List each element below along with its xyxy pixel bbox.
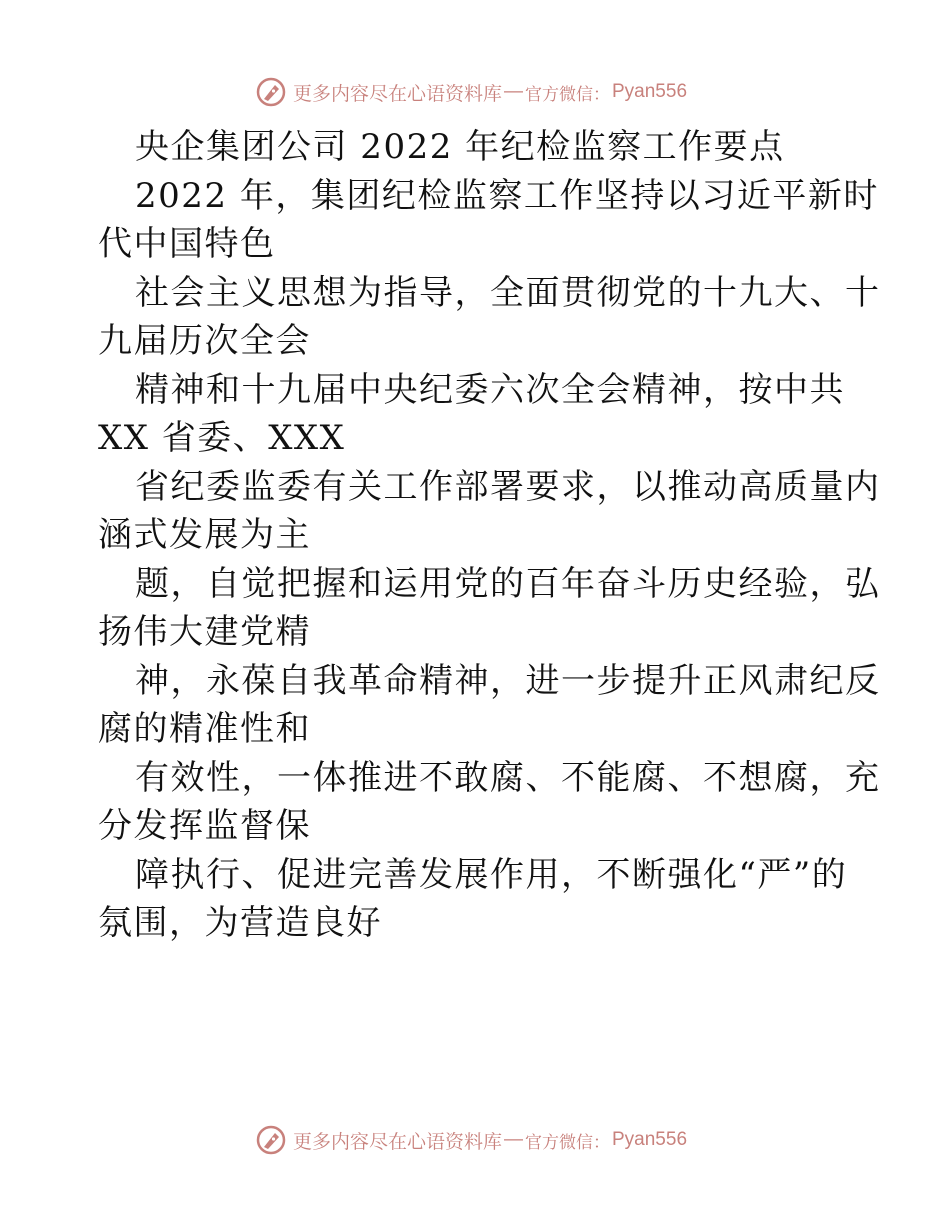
- watermark-wechat-label: 官方微信：: [525, 84, 610, 105]
- footer-watermark: [0, 1120, 950, 1160]
- paragraph-line: 九届历次全会: [98, 321, 311, 361]
- watermark-text: 更多内容尽在心语资料库: [292, 82, 502, 105]
- header-watermark: [0, 72, 950, 112]
- pen-nib-logo-icon: [255, 76, 287, 108]
- paragraph-line: 省纪委监委有关工作部署要求，以推动高质量内: [135, 466, 881, 507]
- paragraph-line: XX 省委、XXX: [98, 418, 346, 458]
- paragraph-line: 氛围，为营造良好: [98, 903, 382, 943]
- paragraph-line: 腐的精准性和: [98, 709, 311, 749]
- watermark-wechat-label: 官方微信：: [525, 1132, 610, 1153]
- watermark-separator: —: [504, 1129, 523, 1150]
- watermark-separator: —: [504, 81, 523, 102]
- watermark-text: 更多内容尽在心语资料库: [292, 1130, 502, 1153]
- paragraph-line: 神，永葆自我革命精神，进一步提升正风肃纪反: [135, 660, 881, 701]
- paragraph-line: 分发挥监督保: [98, 806, 311, 846]
- pen-nib-logo-icon: [255, 1124, 287, 1156]
- watermark-wechat-id: Pyan556: [612, 1129, 688, 1150]
- paragraph-line: 代中国特色: [98, 224, 276, 264]
- document-body: [98, 123, 881, 948]
- paragraph-line: 障执行、促进完善发展作用，不断强化“严”的: [135, 854, 848, 895]
- watermark-wechat-id: Pyan556: [612, 81, 688, 102]
- paragraph-line: 有效性，一体推进不敢腐、不能腐、不想腐，充: [135, 757, 881, 798]
- document-title: 央企集团公司 2022 年纪检监察工作要点: [135, 127, 785, 167]
- paragraph-line: 题，自觉把握和运用党的百年奋斗历史经验，弘: [135, 563, 881, 604]
- paragraph-line: 社会主义思想为指导，全面贯彻党的十九大、十: [135, 272, 881, 313]
- paragraph-line: 涵式发展为主: [98, 515, 311, 555]
- paragraph-line: 精神和十九届中央纪委六次全会精神，按中共: [135, 369, 845, 410]
- paragraph-line: 扬伟大建党精: [98, 612, 311, 652]
- paragraph-line: 2022 年，集团纪检监察工作坚持以习近平新时: [135, 175, 879, 216]
